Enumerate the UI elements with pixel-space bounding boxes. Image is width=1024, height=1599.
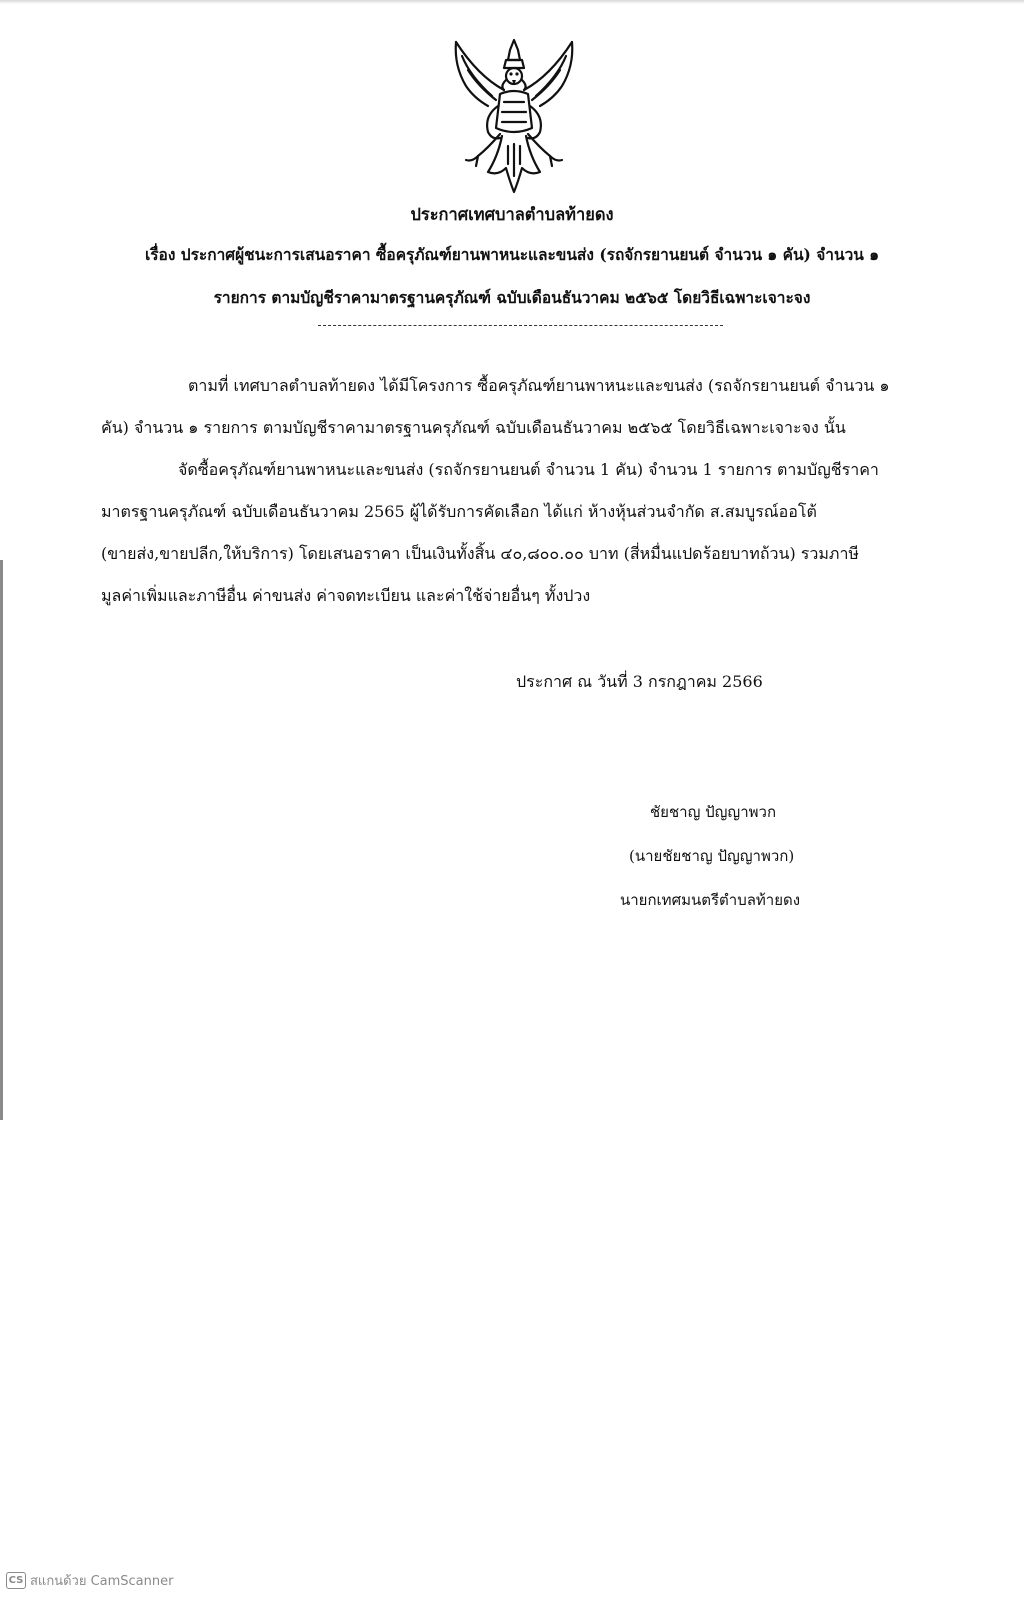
scanner-footer — [6, 1570, 173, 1591]
signature-position: นายกเทศมนตรีตำบลท้ายดง — [620, 891, 801, 909]
camscanner-logo-icon: CS — [6, 1572, 26, 1589]
paragraph-2-line-2: มาตรฐานครุภัณฑ์ ฉบับเดือนธันวาคม 2565 ผู้ได้รับการคัดเลือก ได้แก่ ห้างหุ้นส่วนจำกัด ส.สมบูรณ์ออโต้ — [101, 502, 817, 521]
signature-name: ชัยชาญ ปัญญาพวก — [650, 803, 777, 821]
scan-left-edge — [0, 560, 3, 1120]
paragraph-2-line-4: มูลค่าเพิ่มและภาษีอื่น ค่าขนส่ง ค่าจดทะเบียน และค่าใช้จ่ายอื่นๆ ทั้งปวง — [101, 586, 591, 605]
subject-line-2: รายการ ตามบัญชีราคามาตรฐานครุภัณฑ์ ฉบับเดือนธันวาคม ๒๕๖๕ โดยวิธีเฉพาะเจาะจง — [213, 288, 811, 307]
paragraph-2-line-3: (ขายส่ง,ขายปลีก,ให้บริการ) โดยเสนอราคา เป็นเงินทั้งสิ้น ๔๐,๘๐๐.๐๐ บาท (สี่หมื่นแปดร้อยบาทถ้วน) รวมภาษี — [101, 544, 859, 563]
paragraph-1-line-1: ตามที่ เทศบาลตำบลท้ายดง ได้มีโครงการ ซื้อครุภัณฑ์ยานพาหนะและขนส่ง (รถจักรยานยนต์ จำนวน ๑ — [188, 376, 890, 395]
scan-top-edge — [0, 0, 1024, 4]
document-title: ประกาศเทศบาลตำบลท้ายดง — [410, 205, 614, 225]
garuda-emblem-icon — [448, 36, 580, 196]
paragraph-2-line-1: จัดซื้อครุภัณฑ์ยานพาหนะและขนส่ง (รถจักรยานยนต์ จำนวน 1 คัน) จำนวน 1 รายการ ตามบัญชีราคา — [178, 460, 879, 479]
signature-full-name: (นายชัยชาญ ปัญญาพวก) — [629, 847, 795, 865]
scanner-footer-text: สแกนด้วย CamScanner — [30, 1574, 174, 1589]
subject-line-1: เรื่อง ประกาศผู้ชนะการเสนอราคา ซื้อครุภัณฑ์ยานพาหนะและขนส่ง (รถจักรยานยนต์ จำนวน ๑ คัน) จำนวน ๑ — [144, 245, 880, 264]
paragraph-1-line-2: คัน) จำนวน ๑ รายการ ตามบัญชีราคามาตรฐานครุภัณฑ์ ฉบับเดือนธันวาคม ๒๕๖๕ โดยวิธีเฉพาะเจาะจง นั้น — [101, 418, 846, 437]
announcement-date: ประกาศ ณ วันที่ 3 กรกฎาคม 2566 — [516, 672, 763, 691]
separator-line — [318, 325, 723, 326]
